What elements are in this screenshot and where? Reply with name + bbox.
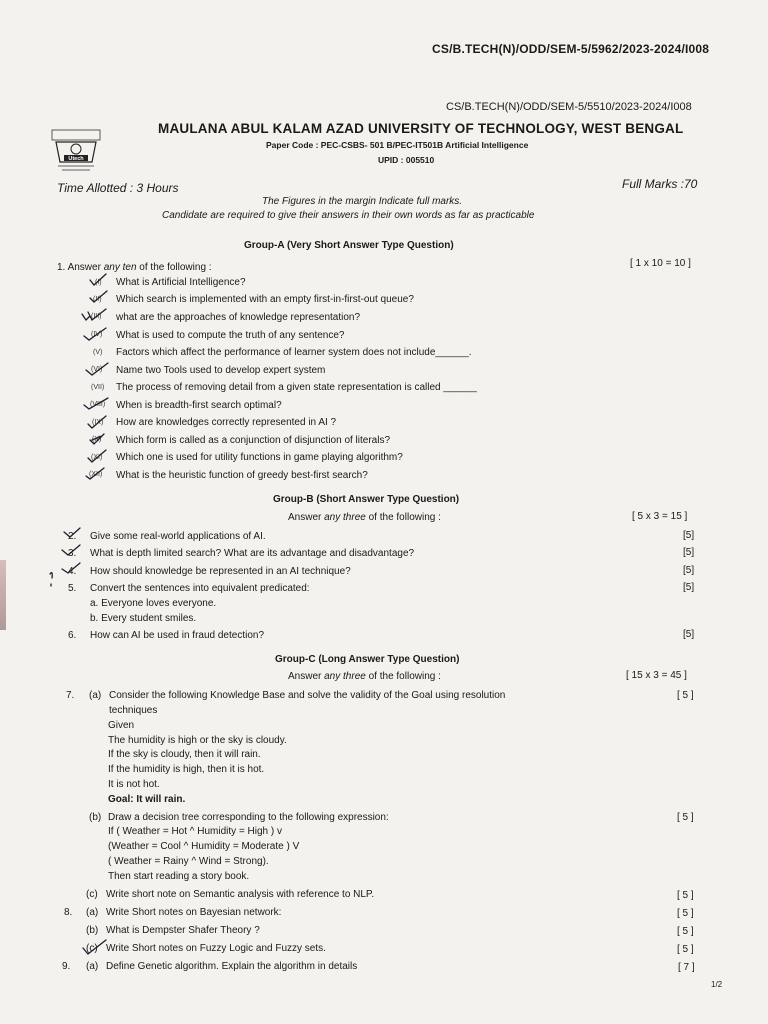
- item-number: (XII): [89, 471, 103, 478]
- part-label: (c): [86, 889, 98, 900]
- part-label: (b): [89, 812, 102, 823]
- question-marks: [5]: [683, 530, 695, 541]
- group-a-instruction: 1. Answer any ten of the following :: [57, 262, 212, 273]
- question-text: Give some real-world applications of AI.: [90, 531, 266, 542]
- kb-line: Given: [108, 720, 135, 731]
- item-number: (II): [93, 296, 102, 303]
- question-text: Which search is implemented with an empty first-in-first-out queue?: [116, 294, 414, 305]
- item-number: (XI): [91, 454, 103, 461]
- question-text: Write Short notes on Bayesian network:: [106, 907, 282, 918]
- item-number: (VII): [91, 384, 105, 391]
- group-b-instruction: Answer any three of the following :: [288, 512, 441, 523]
- question-text: Draw a decision tree corresponding to the following expression:: [108, 812, 389, 823]
- question-number: 8.: [64, 907, 73, 918]
- question-number: 4.: [68, 566, 77, 577]
- question-text: What is the heuristic function of greedy best-first search?: [116, 470, 368, 481]
- item-number: (VIII): [90, 401, 106, 408]
- item-number: (I): [95, 279, 102, 286]
- question-marks: [5]: [683, 629, 695, 640]
- instruction-1: The Figures in the margin Indicate full marks.: [262, 196, 463, 207]
- page-number: 1/2: [711, 980, 723, 989]
- kb-line: It is not hot.: [108, 779, 160, 790]
- question-marks: [ 5 ]: [677, 944, 694, 955]
- question-text: How are knowledges correctly represented in AI ?: [116, 417, 337, 428]
- page-edge-shadow: [0, 560, 6, 630]
- question-number: 2.: [68, 531, 77, 542]
- group-a-title: Group-A (Very Short Answer Type Question): [244, 240, 454, 251]
- university-logo: [48, 128, 104, 174]
- question-text: When is breadth-first search optimal?: [116, 400, 282, 411]
- question-text: What is depth limited search? What are its advantage and disadvantage?: [90, 548, 415, 559]
- handwritten-tick-8c: [80, 938, 110, 958]
- question-marks: [5]: [683, 565, 695, 576]
- sub-item: a. Everyone loves everyone.: [90, 598, 217, 609]
- question-text: Convert the sentences into equivalent predicated:: [90, 583, 310, 594]
- question-marks: [ 5 ]: [677, 690, 694, 701]
- question-text: What is used to compute the truth of any sentence?: [116, 330, 345, 341]
- kb-line: The humidity is high or the sky is cloudy.: [108, 735, 287, 746]
- question-marks: [5]: [683, 582, 695, 593]
- question-text: what are the approaches of knowledge representation?: [116, 312, 361, 323]
- svg-text:Utech: Utech: [68, 156, 84, 162]
- upid: UPID : 005510: [378, 155, 435, 165]
- kb-line: If the sky is cloudy, then it will rain.: [108, 749, 261, 760]
- paper-code-second: CS/B.TECH(N)/ODD/SEM-5/5510/2023-2024/I008: [446, 101, 692, 113]
- question-text: How should knowledge be represented in an AI technique?: [90, 566, 351, 577]
- question-text: What is Dempster Shafer Theory ?: [106, 925, 260, 936]
- question-text: Which form is called as a conjunction of disjunction of literals?: [116, 435, 391, 446]
- group-c-marks: [ 15 x 3 = 45 ]: [626, 670, 687, 681]
- item-number: (V): [93, 349, 103, 356]
- item-number: (VI): [91, 366, 103, 373]
- question-text-cont: techniques: [109, 705, 158, 716]
- question-text: Write Short notes on Fuzzy Logic and Fuzzy sets.: [106, 943, 326, 954]
- question-marks: [5]: [683, 547, 695, 558]
- paper-code-top: CS/B.TECH(N)/ODD/SEM-5/5962/2023-2024/I008: [432, 42, 710, 56]
- expression-line: ( Weather = Rainy ^ Wind = Strong).: [108, 856, 269, 867]
- group-c-title: Group-C (Long Answer Type Question): [275, 654, 460, 665]
- question-number: 9.: [62, 961, 71, 972]
- part-label: (a): [86, 907, 99, 918]
- question-number: 6.: [68, 630, 77, 641]
- question-text: How can AI be used in fraud detection?: [90, 630, 265, 641]
- expression-line: If ( Weather = Hot ^ Humidity = High ) v: [108, 826, 283, 837]
- question-marks: [ 5 ]: [677, 926, 694, 937]
- question-marks: [ 7 ]: [678, 962, 695, 973]
- part-label: (a): [89, 690, 102, 701]
- instruction-2: Candidate are required to give their answers in their own words as far as practicable: [162, 210, 535, 221]
- question-text: Write short note on Semantic analysis with reference to NLP.: [106, 889, 375, 900]
- question-marks: [ 5 ]: [677, 812, 694, 823]
- paper-code-subject: Paper Code : PEC-CSBS- 501 B/PEC-IT501B Artificial Intelligence: [266, 140, 529, 150]
- university-name: MAULANA ABUL KALAM AZAD UNIVERSITY OF TECHNOLOGY, WEST BENGAL: [158, 121, 684, 136]
- kb-line: If the humidity is high, then it is hot.: [108, 764, 265, 775]
- part-label: (a): [86, 961, 99, 972]
- group-b-marks: [ 5 x 3 = 15 ]: [632, 511, 688, 522]
- question-text: Name two Tools used to develop expert system: [116, 365, 326, 376]
- question-text: Which one is used for utility functions in game playing algorithm?: [116, 452, 403, 463]
- question-number: 7.: [66, 690, 75, 701]
- question-marks: [ 5 ]: [677, 890, 694, 901]
- group-b-title: Group-B (Short Answer Type Question): [273, 494, 460, 505]
- part-label: (b): [86, 925, 99, 936]
- question-text: What is Artificial Intelligence?: [116, 277, 246, 288]
- question-text: Consider the following Knowledge Base and solve the validity of the Goal using resolution: [109, 690, 506, 701]
- item-number: (X): [92, 436, 102, 443]
- question-text: Factors which affect the performance of learner system does not include______.: [116, 347, 472, 358]
- question-text: The process of removing detail from a given state representation is called ______: [116, 382, 477, 393]
- group-a-marks: [ 1 x 10 = 10 ]: [630, 258, 691, 269]
- question-text: Define Genetic algorithm. Explain the algorithm in details: [106, 961, 358, 972]
- item-number: (III): [91, 313, 102, 320]
- group-c-instruction: Answer any three of the following :: [288, 671, 441, 682]
- item-number: (IX): [92, 419, 104, 426]
- question-marks: [ 5 ]: [677, 908, 694, 919]
- expression-line: (Weather = Cool ^ Humidity = Moderate ) V: [108, 841, 300, 852]
- time-allotted: Time Allotted : 3 Hours: [57, 181, 179, 195]
- handwritten-tick-marks: [80, 272, 120, 482]
- full-marks: Full Marks :70: [622, 177, 698, 191]
- part-label: (c): [86, 943, 98, 954]
- item-number: (IV): [91, 331, 103, 338]
- question-number: 5.: [68, 583, 77, 594]
- goal-line: Goal: It will rain.: [108, 794, 186, 805]
- question-number: 3.: [68, 548, 77, 559]
- expression-line: Then start reading a story book.: [108, 871, 250, 882]
- handwritten-marks-group-b: [44, 526, 84, 596]
- sub-item: b. Every student smiles.: [90, 613, 197, 624]
